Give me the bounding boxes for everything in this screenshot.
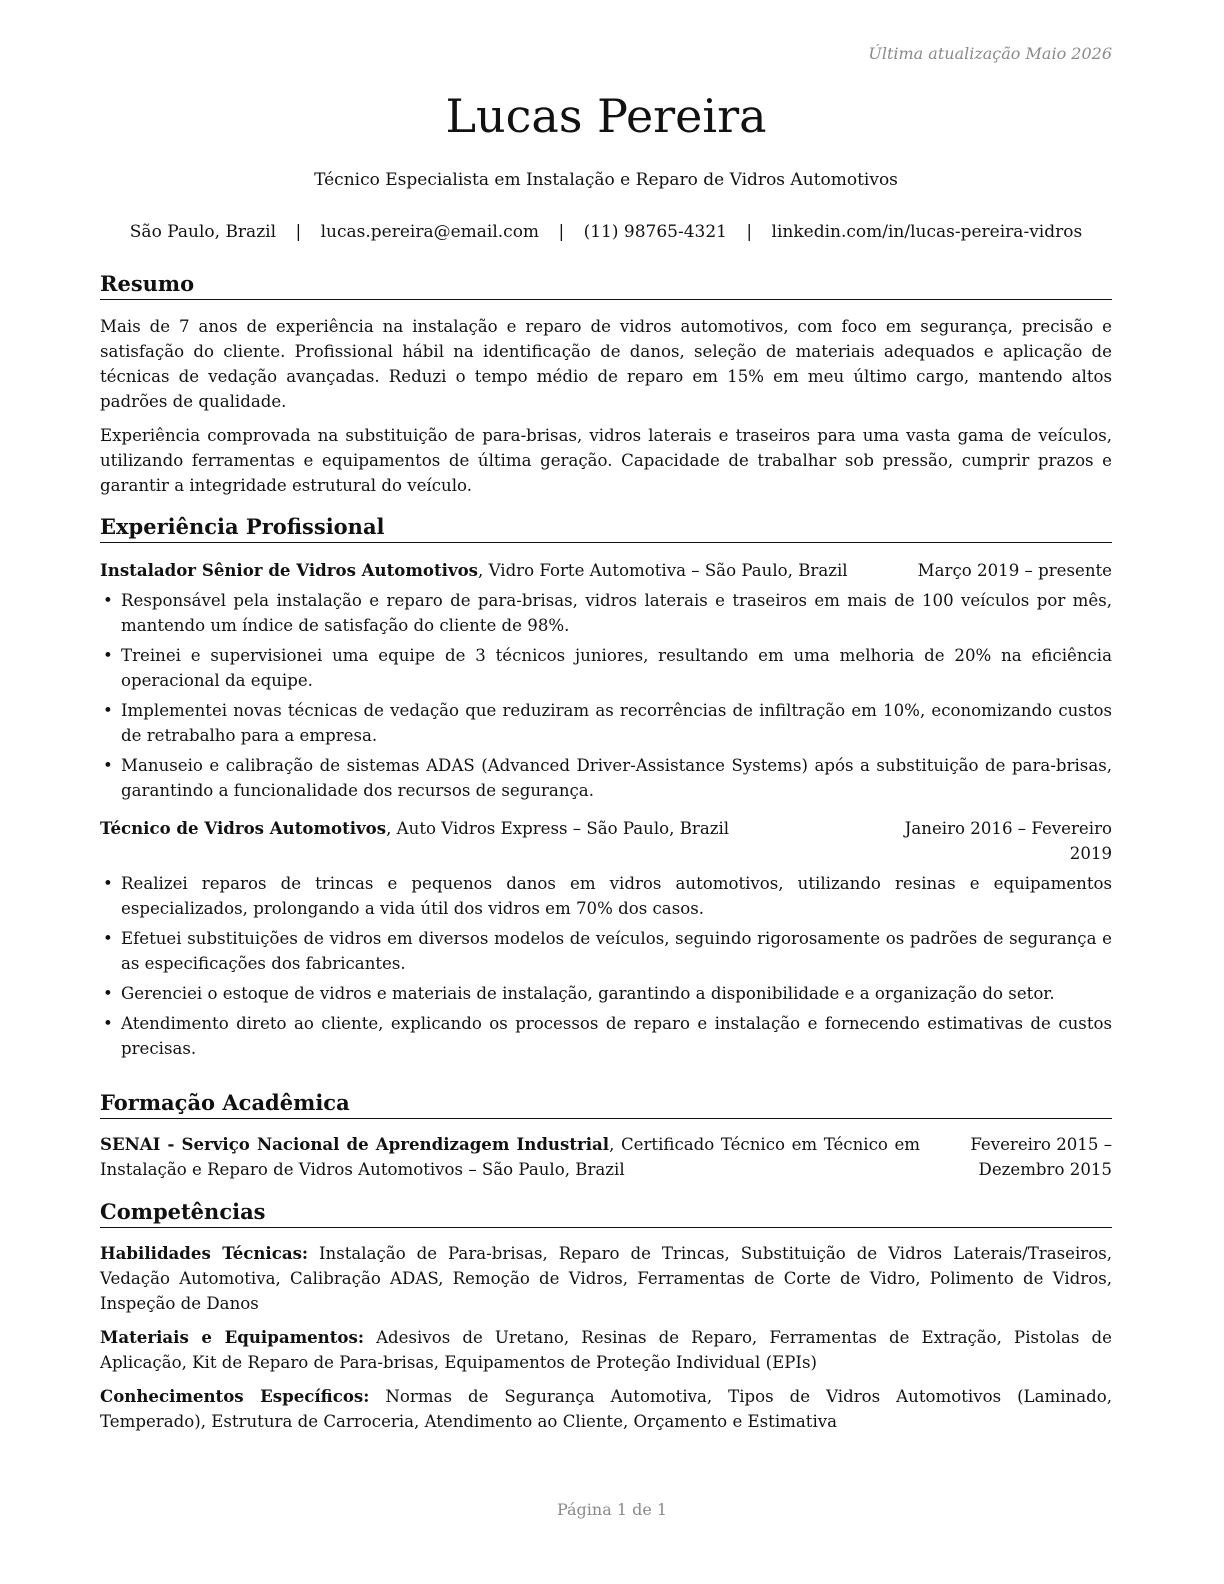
job-dates: Janeiro 2016 – Fevereiro 2019 <box>904 819 1112 863</box>
skills-knowledge <box>100 1384 1112 1434</box>
job-company: , Auto Vidros Express – São Paulo, Brazil <box>386 819 730 838</box>
summary-heading: Resumo <box>100 270 1112 300</box>
contact-phone: (11) 98765-4321 <box>583 222 727 242</box>
summary-paragraph-1: Mais de 7 anos de experiência na instalação e reparo de vidros automotivos, com foco em segurança, precisão e satisfação do cliente. Profissional hábil na identificação de danos, seleção de materiais adequados e aplicação de técnicas de vedação avançadas. Reduzi o tempo médio de reparo em 15% em meu último cargo, mantendo altos padrões de qualidade. <box>100 317 1112 411</box>
contact-separator: | <box>558 222 565 242</box>
job-role: Técnico de Vidros Automotivos <box>100 818 387 838</box>
list-item: • Atendimento direto ao cliente, explicando os processos de reparo e instalação e fornecendo estimativas de custos precisas. <box>100 1011 1112 1061</box>
skills-label: Conhecimentos Específicos: <box>100 1386 370 1406</box>
job-header <box>100 816 1112 866</box>
job-dates: Março 2019 – presente <box>917 561 1112 580</box>
list-item: • Implementei novas técnicas de vedação que reduziram as recorrências de infiltração em 10%, economizando custos de retrabalho para a empresa. <box>100 698 1112 748</box>
skills-heading: Competências <box>100 1198 1112 1228</box>
candidate-title: Técnico Especialista em Instalação e Reparo de Vidros Automotivos <box>314 170 898 190</box>
experience-section <box>100 513 1112 1066</box>
skills-label: Habilidades Técnicas: <box>100 1243 309 1263</box>
summary-paragraph-2: Experiência comprovada na substituição de para-brisas, vidros laterais e traseiros para uma vasta gama de veículos, utilizando ferramentas e equipamentos de última geração. Capacidade de trabalhar sob pressão, cumprir prazos e garantir a integridade estrutural do veículo. <box>100 426 1112 495</box>
education-institution: SENAI - Serviço Nacional de Aprendizagem Industrial <box>100 1134 610 1154</box>
skills-text: Instalação de Para-brisas, Reparo de Trincas, Substituição de Vidros Laterais/Traseiros, Vedação Automotiva, Calibração ADAS, Remoção de Vidros, Ferramentas de Corte de Vidro, Polimento de Vidros, Inspeção de Danos <box>100 1244 1112 1313</box>
list-item: • Treinei e supervisionei uma equipe de 3 técnicos juniores, resultando em uma melhoria de 20% na eficiência operacional da equipe. <box>100 643 1112 693</box>
education-dates: Fevereiro 2015 – Dezembro 2015 <box>970 1135 1112 1179</box>
contact-line <box>100 220 1112 244</box>
skills-text: Normas de Segurança Automotiva, Tipos de Vidros Automotivos (Laminado, Temperado), Estrutura de Carroceria, Atendimento ao Cliente, Orçamento e Estimativa <box>100 1387 1112 1431</box>
skills-section <box>100 1198 1112 1434</box>
education-entry <box>100 1132 1112 1182</box>
contact-linkedin[interactable]: linkedin.com/in/lucas-pereira-vidros <box>771 222 1083 242</box>
resume-page <box>100 0 1112 1584</box>
job-company: , Vidro Forte Automotiva – São Paulo, Brazil <box>478 561 848 580</box>
experience-heading: Experiência Profissional <box>100 513 1112 543</box>
list-item: • Gerenciei o estoque de vidros e materiais de instalação, garantindo a disponibilidade e a organização do setor. <box>100 981 1112 1006</box>
education-section <box>100 1089 1112 1182</box>
list-item: • Manuseio e calibração de sistemas ADAS (Advanced Driver-Assistance Systems) após a substituição de para-brisas, garantindo a funcionalidade dos recursos de segurança. <box>100 753 1112 803</box>
skills-materials <box>100 1325 1112 1375</box>
contact-email[interactable]: lucas.pereira@email.com <box>320 222 540 242</box>
list-item: • Responsável pela instalação e reparo de para-brisas, vidros laterais e traseiros em mais de 100 veículos por mês, mantendo um índice de satisfação do cliente de 98%. <box>100 588 1112 638</box>
job-header <box>100 558 1112 583</box>
summary-section <box>100 270 1112 498</box>
job-bullets <box>100 588 1112 803</box>
contact-location: São Paulo, Brazil <box>129 222 277 242</box>
list-item: • Realizei reparos de trincas e pequenos danos em vidros automotivos, utilizando resinas e equipamentos especializados, prolongando a vida útil dos vidros em 70% dos casos. <box>100 871 1112 921</box>
job-entry <box>100 558 1112 803</box>
last-updated: Última atualização Maio 2026 <box>868 44 1112 63</box>
contact-separator: | <box>746 222 753 242</box>
contact-separator: | <box>295 222 302 242</box>
candidate-name: Lucas Pereira <box>445 89 767 143</box>
education-detail: , Certificado Técnico em Técnico em Instalação e Reparo de Vidros Automotivos – São Paulo, Brazil <box>100 1135 920 1179</box>
job-role: Instalador Sênior de Vidros Automotivos <box>100 560 479 580</box>
skills-label: Materiais e Equipamentos: <box>100 1327 364 1347</box>
job-entry <box>100 816 1112 1061</box>
skills-text: Adesivos de Uretano, Resinas de Reparo, Ferramentas de Extração, Pistolas de Aplicação, Kit de Reparo de Para-brisas, Equipamentos de Proteção Individual (EPIs) <box>100 1328 1112 1372</box>
skills-technical <box>100 1241 1112 1316</box>
job-bullets <box>100 871 1112 1061</box>
education-heading: Formação Acadêmica <box>100 1089 1112 1119</box>
page-number: Página 1 de 1 <box>556 1500 668 1519</box>
list-item: • Efetuei substituições de vidros em diversos modelos de veículos, seguindo rigorosamente os padrões de segurança e as especificações dos fabricantes. <box>100 926 1112 976</box>
